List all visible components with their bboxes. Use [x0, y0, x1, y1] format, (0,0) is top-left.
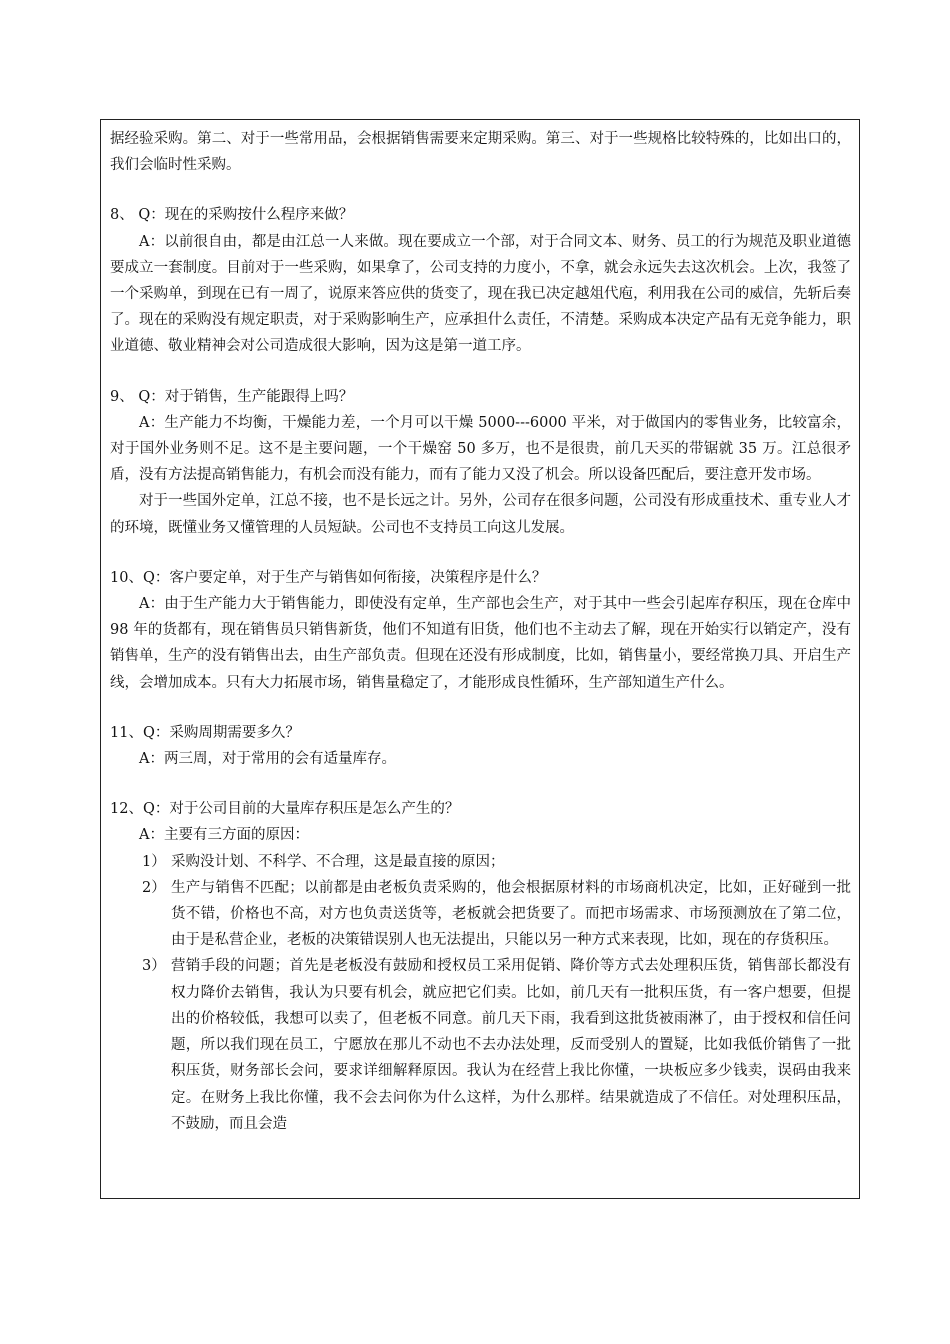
answer-9-part-2: 对于一些国外定单，江总不接，也不是长远之计。另外，公司存在很多问题，公司没有形成重技术、重专业人才的环境，既懂业务又懂管理的人员短缺。公司也不支持员工向这儿发展。 [110, 493, 851, 536]
intro-paragraph: 据经验采购。第二、对于一些常用品，会根据销售需要来定期采购。第三、对于一些规格比较特殊的，比如出口的，我们会临时性采购。 [110, 131, 851, 174]
answer-9-part-1: A：生产能力不均衡，干燥能力差，一个月可以干燥 5000---6000 平米，对于做国内的零售业务，比较富余，对于国外业务则不足。这不是主要问题，一个干燥窑 50 多万，也不是很贵，前几天买的带锯就 35 万。江总很矛盾，没有方法提高销售能力，有机会而没有能力，而有了能力又没了机会。所以设备匹配后，要注意开发市场。 [110, 414, 851, 484]
answer-11: A：两三周，对于常用的会有适量库存。 [139, 751, 396, 768]
question-12: 12、Q：对于公司目前的大量库存积压是怎么产生的？ [110, 801, 460, 818]
list-item-text: 营销手段的问题；首先是老板没有鼓励和授权员工采用促销、降价等方式去处理积压货，销售部长都没有权力降价去销售，我认为只要有机会，就应把它们卖。比如，前几天有一批积压货，有一客户想要，但提出的价格较低，我想可以卖了，但老板不同意。前几天下雨，我看到这批货被雨淋了，由于授权和信任问题，所以我们现在员工，宁愿放在那儿不动也不去办法处理，反而受别人的置疑，比如我低价销售了一批积压货，财务部长会问，要求详细解释原因。我认为在经营上我比你懂，一块板应多少钱卖，误码由我来定。在财务上我比你懂，我不会去问你为什么这样，为什么那样。结果就造成了不信任。对处理积压品，不鼓励，而且会造 [171, 958, 851, 1132]
interview-table-cell [100, 119, 860, 1199]
list-item-number: 1） [142, 853, 166, 870]
list-item-text: 生产与销售不匹配；以前都是由老板负责采购的，他会根据原材料的市场商机决定，比如，正好碰到一批货不错，价格也不高，对方也负责送货等，老板就会把货要了。而把市场需求、市场预测放在了第二位，由于是私营企业，老板的决策错误别人也无法提出，只能以另一种方式来表现，比如，现在的存货积压。 [171, 879, 851, 949]
answer-10: A：由于生产能力大于销售能力，即使没有定单，生产部也会生产，对于其中一些会引起库存积压，现在仓库中 98 年的货都有，现在销售员只销售新货，他们不知道有旧货，他们也不主动去了解，现在开始实行以销定产，没有销售单，生产的没有销售出去，由生产部负责。但现在还没有形成制度，比如，销售量小，要经常换刀具、开启生产线，会增加成本。只有大力拓展市场，销售量稳定了，才能形成良性循环，生产部知道生产什么。 [110, 596, 851, 691]
list-item-text: 采购没计划、不科学、不合理，这是最直接的原因； [171, 853, 505, 870]
list-item [110, 953, 851, 1136]
list-item [110, 849, 851, 875]
list-item-number: 2） [142, 879, 166, 896]
list-item [110, 875, 851, 954]
question-9: 9、 Q：对于销售，生产能跟得上吗？ [110, 388, 354, 405]
answer-8: A：以前很自由，都是由江总一人来做。现在要成立一个部，对于合同文本、财务、员工的行为规范及职业道德要成立一套制度。目前对于一些采购，如果拿了，公司支持的力度小，不拿，就会永远失去这次机会。上次，我签了一个采购单，到现在已有一周了，说原来答应供的货变了，现在我已决定越俎代庖，利用我在公司的威信，先斩后奏了。现在的采购没有规定职责，对于采购影响生产，应承担什么责任，不清楚。采购成本决定产品有无竞争能力，职业道德、敬业精神会对公司造成很大影响，因为这是第一道工序。 [110, 233, 851, 355]
question-8: 8、 Q：现在的采购按什么程序来做？ [110, 207, 354, 224]
question-10: 10、Q：客户要定单，对于生产与销售如何衔接，决策程序是什么？ [110, 569, 547, 586]
list-item-number: 3） [142, 958, 166, 975]
answer-12-intro: A：主要有三方面的原因： [139, 827, 309, 844]
question-11: 11、Q：采购周期需要多久？ [110, 724, 300, 741]
